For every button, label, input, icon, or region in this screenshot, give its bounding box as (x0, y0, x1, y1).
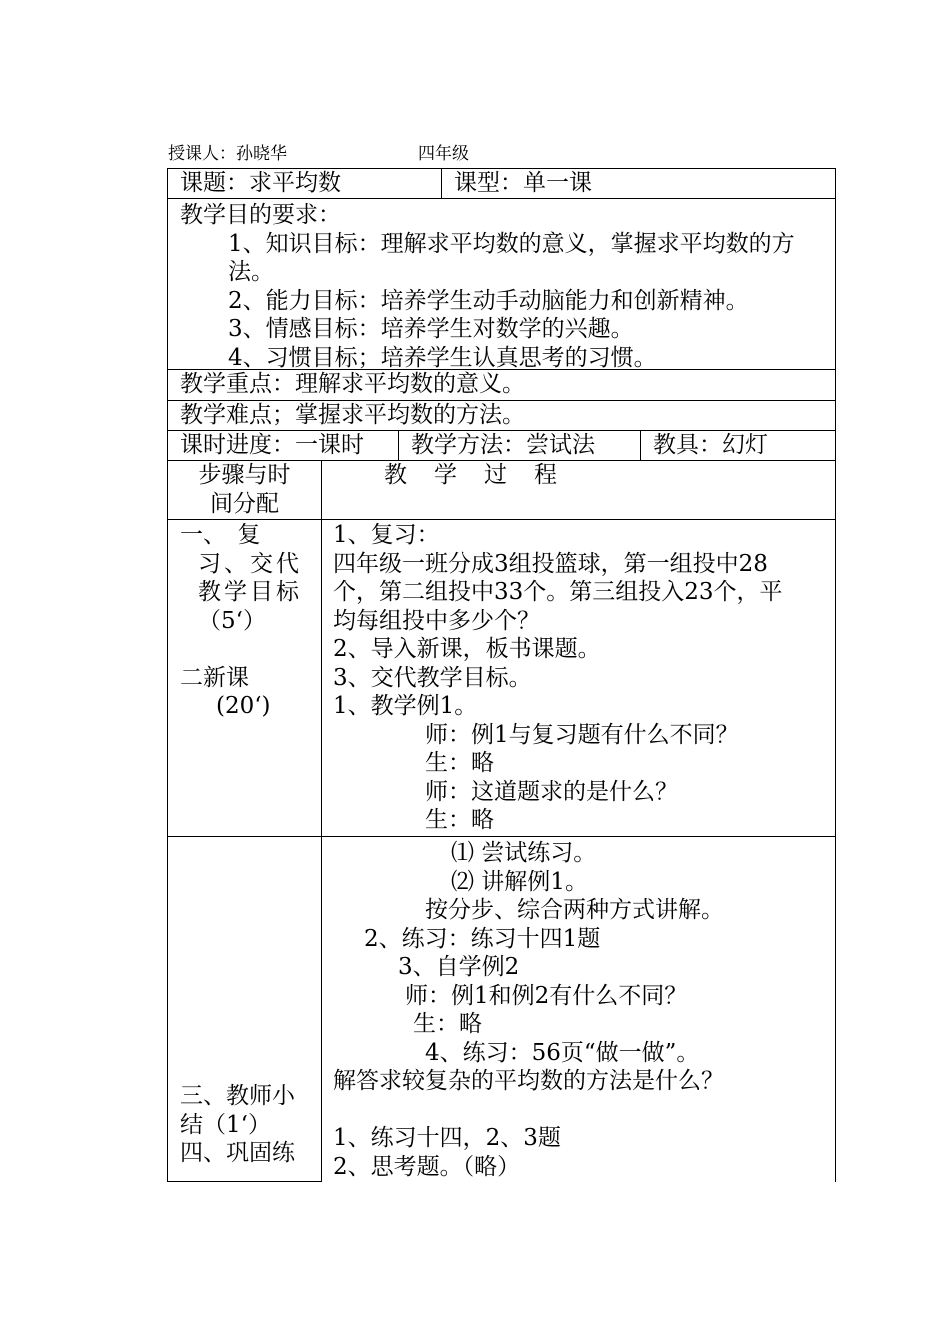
process-line: 1、复习： (333, 522, 440, 548)
step-text: 三、教师小 (180, 1083, 295, 1109)
step-text: 教学目标 (198, 579, 302, 605)
step-text: 四、巩固练 (180, 1140, 295, 1166)
lesson-plan-table (167, 168, 836, 1182)
process-line: 生：略 (413, 1011, 482, 1037)
objective-line: 1、知识目标：理解求平均数的意义，掌握求平均数的方 (228, 230, 795, 257)
process-line: 生：略 (425, 750, 494, 776)
objective-line: 3、情感目标：培养学生对数学的兴趣。 (228, 316, 634, 342)
topic-row (168, 169, 835, 199)
info-row (168, 431, 835, 461)
difficulty-row (168, 401, 835, 431)
step-text: （5‘） (198, 607, 266, 634)
process-line: 生：略 (425, 807, 494, 833)
objectives-title: 教学目的要求： (180, 202, 341, 228)
grade-label: 四年级 (418, 144, 469, 164)
process-cell (321, 520, 835, 836)
step-text: 结（1‘） (180, 1111, 271, 1138)
process-line: 解答求较复杂的平均数的方法是什么？ (333, 1068, 724, 1094)
process-header-row (168, 461, 835, 520)
process-line: 3、自学例2 (398, 954, 520, 980)
steps-cell (168, 837, 321, 1182)
process-header (321, 461, 835, 519)
difficulty-text: 教学难点；掌握求平均数的方法。 (180, 402, 525, 428)
objective-line: 4、习惯目标；培养学生认真思考的习惯。 (228, 344, 657, 371)
process-cell (321, 837, 835, 1182)
progress-cell: 课时进度：一课时 (180, 432, 364, 458)
lesson-type-cell: 课型：单一课 (441, 169, 835, 198)
key-point-text: 教学重点：理解求平均数的意义。 (180, 371, 525, 397)
process-line: 4、练习：56页“做一做”。 (425, 1039, 700, 1066)
block-practice-summary (168, 837, 835, 1182)
teacher-label: 授课人：孙晓华 (168, 144, 287, 164)
process-line: 2、思考题。（略） (333, 1153, 521, 1180)
process-line: 按分步、综合两种方式讲解。 (425, 897, 724, 923)
steps-header-line: 步骤与时 (198, 462, 291, 488)
process-line: 2、导入新课，板书课题。 (333, 636, 601, 662)
block-review-newlesson (168, 520, 835, 837)
step-text: (20‘) (216, 693, 271, 719)
process-line: 个，第二组投中33个。第三组投入23个，平 (333, 579, 783, 605)
method-cell: 教学方法：尝试法 (398, 431, 640, 460)
process-line: 师：这道题求的是什么？ (425, 778, 678, 805)
process-line: 均每组投中多少个？ (333, 607, 540, 634)
process-line: 1、练习十四，2、3题 (333, 1125, 561, 1151)
steps-cell (168, 520, 321, 836)
step-text: 二新课 (180, 664, 249, 691)
process-line: ⑵ 讲解例1。 (451, 868, 588, 895)
page-header (168, 143, 469, 165)
objective-line: 2、能力目标：培养学生动手动脑能力和创新精神。 (228, 287, 749, 314)
process-line: 1、教学例1。 (333, 693, 478, 719)
step-text: 习、交代 (198, 550, 302, 577)
topic-cell: 课题：求平均数 (180, 170, 341, 196)
process-line: 师：例1和例2有什么不同？ (405, 982, 688, 1009)
process-line: ⑴ 尝试练习。 (451, 840, 597, 866)
objective-line: 法。 (228, 259, 274, 285)
process-line (333, 1096, 835, 1125)
process-header-text: 教 学 过 程 (384, 462, 559, 488)
key-point-row (168, 370, 835, 401)
step-text: 一、 复 (180, 522, 261, 548)
process-line: 四年级一班分成3组投篮球，第一组投中28 (333, 550, 768, 577)
process-line: 3、交代教学目标。 (333, 664, 532, 691)
objectives-row (168, 199, 835, 370)
step-text (168, 635, 321, 664)
process-line: 2、练习：练习十四1题 (364, 925, 601, 952)
steps-header (168, 461, 321, 519)
steps-header-line: 间分配 (210, 490, 279, 517)
tools-cell: 教具：幻灯 (640, 431, 835, 460)
process-line: 师：例1与复习题有什么不同？ (425, 721, 739, 748)
